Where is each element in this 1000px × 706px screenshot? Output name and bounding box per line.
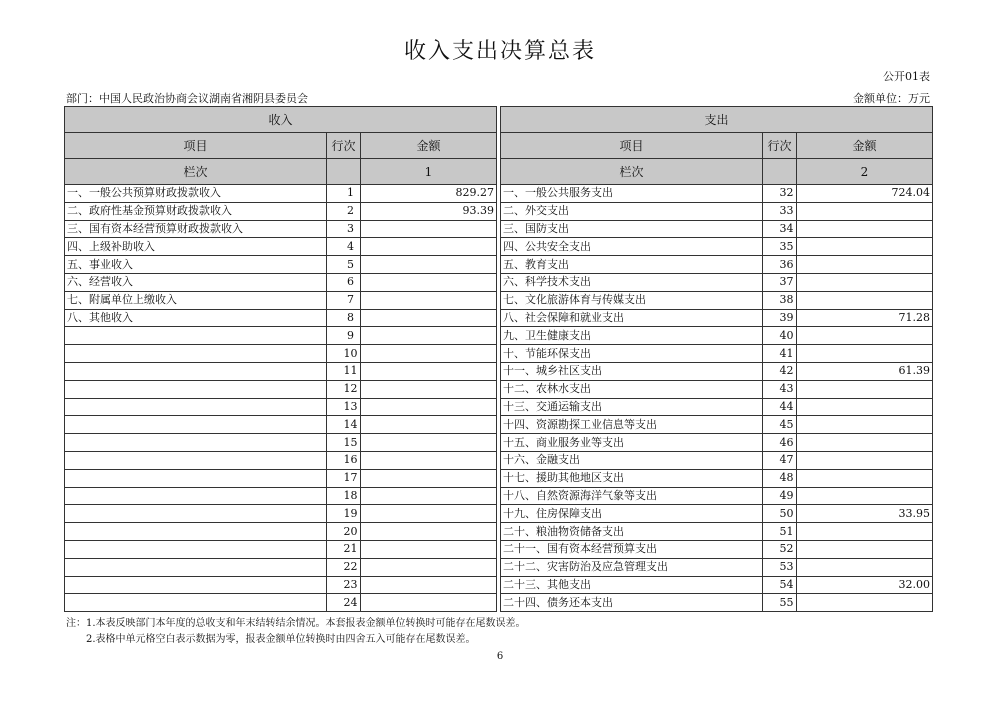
income-item-cell: 三、国有资本经营预算财政拨款收入 <box>65 220 327 238</box>
table-row <box>65 398 933 416</box>
table-row <box>65 345 933 363</box>
income-item-cell <box>65 416 327 434</box>
income-line-cell: 12 <box>327 380 361 398</box>
expenditure-item-cell: 十、节能环保支出 <box>501 345 763 363</box>
income-line-cell: 14 <box>327 416 361 434</box>
income-item-cell: 二、政府性基金预算财政拨款收入 <box>65 202 327 220</box>
income-item-cell: 六、经营收入 <box>65 273 327 291</box>
income-item-cell <box>65 540 327 558</box>
expenditure-amount-cell <box>797 523 933 541</box>
income-item-cell <box>65 362 327 380</box>
income-line-cell: 2 <box>327 202 361 220</box>
expenditure-amount-cell <box>797 398 933 416</box>
table-row <box>65 434 933 452</box>
income-line-cell: 1 <box>327 185 361 203</box>
expenditure-amount-cell: 61.39 <box>797 362 933 380</box>
expenditure-line-cell: 46 <box>763 434 797 452</box>
table-row <box>65 505 933 523</box>
expenditure-amount-cell <box>797 291 933 309</box>
income-column-label: 栏次 <box>65 159 327 185</box>
expenditure-item-cell: 二、外交支出 <box>501 202 763 220</box>
income-line-cell: 7 <box>327 291 361 309</box>
expenditure-line-cell: 45 <box>763 416 797 434</box>
income-item-header: 项目 <box>65 133 327 159</box>
income-amount-cell <box>361 594 497 612</box>
expenditure-amount-cell <box>797 238 933 256</box>
expenditure-amount-cell <box>797 469 933 487</box>
table-row <box>65 451 933 469</box>
expenditure-amount-cell: 724.04 <box>797 185 933 203</box>
income-amount-cell <box>361 309 497 327</box>
expenditure-section-header: 支出 <box>501 107 933 133</box>
income-amount-cell: 93.39 <box>361 202 497 220</box>
income-amount-cell <box>361 505 497 523</box>
income-amount-cell <box>361 362 497 380</box>
expenditure-item-cell: 十一、城乡社区支出 <box>501 362 763 380</box>
income-amount-cell <box>361 220 497 238</box>
income-item-cell: 八、其他收入 <box>65 309 327 327</box>
expenditure-amount-cell <box>797 434 933 452</box>
income-line-blank <box>327 159 361 185</box>
expenditure-line-cell: 32 <box>763 185 797 203</box>
expenditure-line-cell: 53 <box>763 558 797 576</box>
income-line-cell: 13 <box>327 398 361 416</box>
income-item-cell: 四、上级补助收入 <box>65 238 327 256</box>
table-row <box>65 523 933 541</box>
income-amount-cell: 829.27 <box>361 185 497 203</box>
income-item-cell <box>65 451 327 469</box>
expenditure-line-cell: 36 <box>763 256 797 274</box>
income-amount-cell <box>361 523 497 541</box>
table-row <box>65 220 933 238</box>
amount-unit-label: 金额单位：万元 <box>853 92 930 105</box>
expenditure-amount-cell <box>797 256 933 274</box>
income-line-cell: 17 <box>327 469 361 487</box>
table-row <box>65 256 933 274</box>
expenditure-line-cell: 33 <box>763 202 797 220</box>
income-amount-header: 金额 <box>361 133 497 159</box>
income-line-cell: 5 <box>327 256 361 274</box>
page-number: 6 <box>496 651 504 662</box>
expenditure-line-cell: 34 <box>763 220 797 238</box>
expenditure-amount-header: 金额 <box>797 133 933 159</box>
income-line-cell: 8 <box>327 309 361 327</box>
expenditure-line-cell: 37 <box>763 273 797 291</box>
income-item-cell <box>65 558 327 576</box>
expenditure-item-cell: 八、社会保障和就业支出 <box>501 309 763 327</box>
expenditure-line-cell: 50 <box>763 505 797 523</box>
expenditure-line-cell: 52 <box>763 540 797 558</box>
column-header-row <box>65 133 933 159</box>
expenditure-amount-cell <box>797 345 933 363</box>
table-note-2: 2.表格中单元格空白表示数据为零，报表金额单位转换时由四舍五入可能存在尾数误差。 <box>86 634 476 645</box>
expenditure-item-header: 项目 <box>501 133 763 159</box>
table-note-1: 注：1.本表反映部门本年度的总收支和年末结转结余情况。本套报表金额单位转换时可能存在尾数误差。 <box>66 618 526 629</box>
table-row <box>65 327 933 345</box>
expenditure-amount-cell <box>797 327 933 345</box>
expenditure-item-cell: 二十、粮油物资储备支出 <box>501 523 763 541</box>
income-item-cell <box>65 345 327 363</box>
table-row <box>65 487 933 505</box>
expenditure-item-cell: 十六、金融支出 <box>501 451 763 469</box>
table-row <box>65 380 933 398</box>
income-line-cell: 24 <box>327 594 361 612</box>
table-row <box>65 291 933 309</box>
expenditure-item-cell: 十七、援助其他地区支出 <box>501 469 763 487</box>
expenditure-item-cell: 一、一般公共服务支出 <box>501 185 763 203</box>
expenditure-amount-cell <box>797 594 933 612</box>
expenditure-item-cell: 十三、交通运输支出 <box>501 398 763 416</box>
table-row <box>65 273 933 291</box>
income-line-cell: 10 <box>327 345 361 363</box>
expenditure-amount-cell <box>797 540 933 558</box>
expenditure-item-cell: 三、国防支出 <box>501 220 763 238</box>
expenditure-item-cell: 二十一、国有资本经营预算支出 <box>501 540 763 558</box>
table-row <box>65 576 933 594</box>
table-code: 公开01表 <box>883 70 930 83</box>
income-amount-cell <box>361 558 497 576</box>
expenditure-item-cell: 六、科学技术支出 <box>501 273 763 291</box>
income-amount-cell <box>361 398 497 416</box>
expenditure-line-cell: 43 <box>763 380 797 398</box>
income-expenditure-table <box>64 106 933 612</box>
income-line-cell: 6 <box>327 273 361 291</box>
income-line-cell: 3 <box>327 220 361 238</box>
expenditure-amount-cell <box>797 487 933 505</box>
income-line-cell: 20 <box>327 523 361 541</box>
income-item-cell: 一、一般公共预算财政拨款收入 <box>65 185 327 203</box>
page-title: 收入支出决算总表 <box>403 39 596 64</box>
expenditure-line-cell: 48 <box>763 469 797 487</box>
income-amount-cell <box>361 380 497 398</box>
table-row <box>65 558 933 576</box>
expenditure-item-cell: 十八、自然资源海洋气象等支出 <box>501 487 763 505</box>
table-row <box>65 185 933 203</box>
expenditure-item-cell: 二十三、其他支出 <box>501 576 763 594</box>
income-amount-cell <box>361 238 497 256</box>
income-line-cell: 9 <box>327 327 361 345</box>
column-number-row <box>65 159 933 185</box>
income-item-cell <box>65 469 327 487</box>
income-line-cell: 16 <box>327 451 361 469</box>
expenditure-amount-cell: 33.95 <box>797 505 933 523</box>
expenditure-amount-cell: 32.00 <box>797 576 933 594</box>
expenditure-amount-cell <box>797 416 933 434</box>
income-amount-cell <box>361 469 497 487</box>
income-item-cell: 七、附属单位上缴收入 <box>65 291 327 309</box>
expenditure-item-cell: 十五、商业服务业等支出 <box>501 434 763 452</box>
expenditure-item-cell: 四、公共安全支出 <box>501 238 763 256</box>
income-amount-cell <box>361 576 497 594</box>
expenditure-item-cell: 十二、农林水支出 <box>501 380 763 398</box>
department-label: 部门：中国人民政治协商会议湖南省湘阴县委员会 <box>66 92 308 105</box>
expenditure-column-number: 2 <box>797 159 933 185</box>
table-row <box>65 469 933 487</box>
expenditure-item-cell: 五、教育支出 <box>501 256 763 274</box>
income-column-number: 1 <box>361 159 497 185</box>
income-item-cell <box>65 327 327 345</box>
income-amount-cell <box>361 291 497 309</box>
expenditure-line-cell: 51 <box>763 523 797 541</box>
expenditure-item-cell: 九、卫生健康支出 <box>501 327 763 345</box>
expenditure-line-cell: 49 <box>763 487 797 505</box>
table-row <box>65 202 933 220</box>
expenditure-line-cell: 44 <box>763 398 797 416</box>
income-line-cell: 22 <box>327 558 361 576</box>
expenditure-line-cell: 41 <box>763 345 797 363</box>
expenditure-line-cell: 40 <box>763 327 797 345</box>
income-item-cell <box>65 523 327 541</box>
table-row <box>65 540 933 558</box>
expenditure-line-cell: 39 <box>763 309 797 327</box>
table-row <box>65 362 933 380</box>
expenditure-line-cell: 38 <box>763 291 797 309</box>
expenditure-line-blank <box>763 159 797 185</box>
expenditure-amount-cell <box>797 558 933 576</box>
expenditure-column-label: 栏次 <box>501 159 763 185</box>
income-line-cell: 11 <box>327 362 361 380</box>
income-amount-cell <box>361 345 497 363</box>
income-amount-cell <box>361 487 497 505</box>
expenditure-item-cell: 十九、住房保障支出 <box>501 505 763 523</box>
income-amount-cell <box>361 451 497 469</box>
income-item-cell: 五、事业收入 <box>65 256 327 274</box>
income-item-cell <box>65 398 327 416</box>
income-line-cell: 19 <box>327 505 361 523</box>
income-amount-cell <box>361 256 497 274</box>
expenditure-amount-cell: 71.28 <box>797 309 933 327</box>
income-item-cell <box>65 505 327 523</box>
expenditure-line-cell: 35 <box>763 238 797 256</box>
expenditure-amount-cell <box>797 202 933 220</box>
section-header-row <box>65 107 933 133</box>
expenditure-line-cell: 55 <box>763 594 797 612</box>
income-item-cell <box>65 594 327 612</box>
expenditure-line-cell: 42 <box>763 362 797 380</box>
expenditure-line-cell: 47 <box>763 451 797 469</box>
expenditure-line-header: 行次 <box>763 133 797 159</box>
income-item-cell <box>65 434 327 452</box>
expenditure-amount-cell <box>797 273 933 291</box>
income-line-cell: 23 <box>327 576 361 594</box>
income-amount-cell <box>361 273 497 291</box>
table-row <box>65 594 933 612</box>
expenditure-amount-cell <box>797 220 933 238</box>
income-item-cell <box>65 487 327 505</box>
income-amount-cell <box>361 434 497 452</box>
expenditure-amount-cell <box>797 451 933 469</box>
income-line-cell: 15 <box>327 434 361 452</box>
income-section-header: 收入 <box>65 107 497 133</box>
income-line-cell: 18 <box>327 487 361 505</box>
expenditure-item-cell: 十四、资源勘探工业信息等支出 <box>501 416 763 434</box>
income-amount-cell <box>361 416 497 434</box>
expenditure-item-cell: 二十二、灾害防治及应急管理支出 <box>501 558 763 576</box>
expenditure-amount-cell <box>797 380 933 398</box>
income-item-cell <box>65 576 327 594</box>
income-amount-cell <box>361 540 497 558</box>
income-item-cell <box>65 380 327 398</box>
table-row <box>65 238 933 256</box>
table-row <box>65 416 933 434</box>
table-row <box>65 309 933 327</box>
expenditure-item-cell: 二十四、债务还本支出 <box>501 594 763 612</box>
income-line-header: 行次 <box>327 133 361 159</box>
expenditure-item-cell: 七、文化旅游体育与传媒支出 <box>501 291 763 309</box>
income-line-cell: 4 <box>327 238 361 256</box>
income-line-cell: 21 <box>327 540 361 558</box>
income-amount-cell <box>361 327 497 345</box>
expenditure-line-cell: 54 <box>763 576 797 594</box>
